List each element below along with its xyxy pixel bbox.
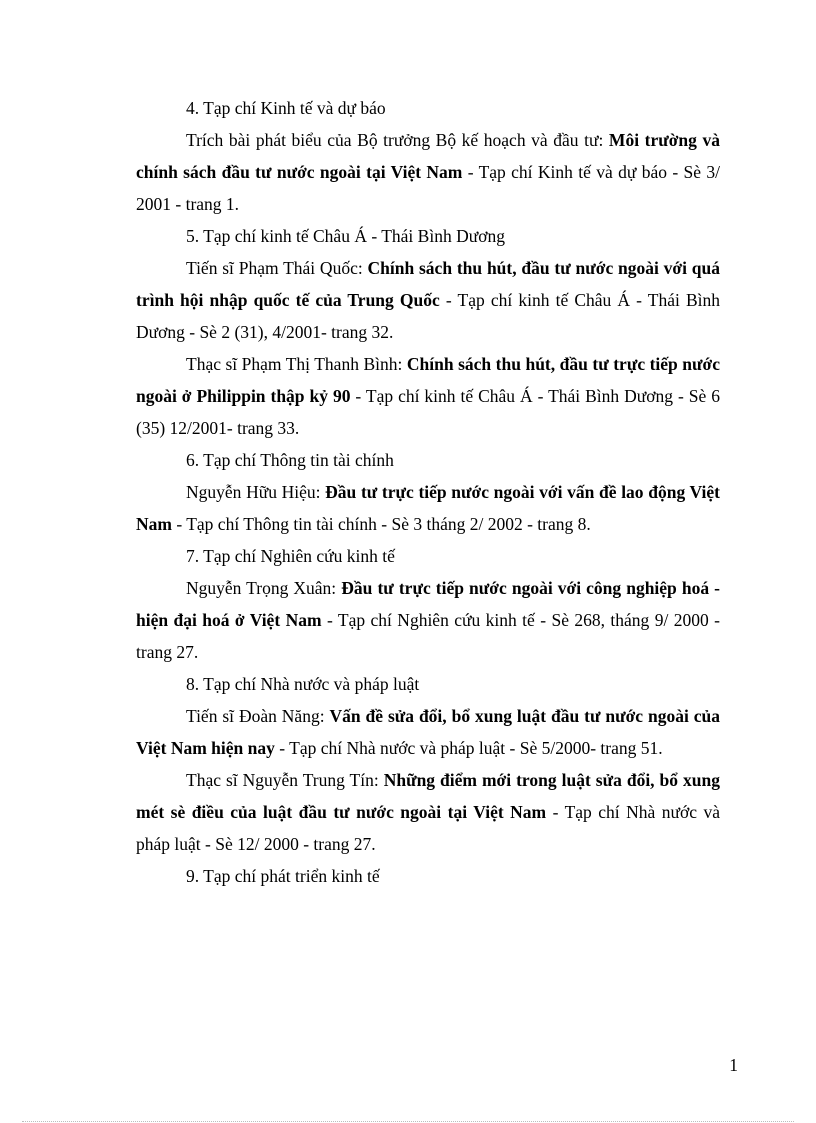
reference-item <box>136 252 720 348</box>
reference-title: Vấn đề sửa đổi, bổ xung luật đầu tư nước ngoài của Việt Nam hiện nay <box>136 706 720 758</box>
reference-source: - Tạp chí Nghiên cứu kinh tế - Sè 268, tháng 9/ 2000 - trang 27. <box>136 610 720 662</box>
reference-item <box>136 476 720 540</box>
reference-item <box>136 572 720 668</box>
reference-item <box>136 700 720 764</box>
reference-author: Nguyễn Trọng Xuân: <box>186 578 342 598</box>
section-heading-9: 9. Tạp chí phát triển kinh tế <box>186 866 380 886</box>
reference-source: - Tạp chí Kinh tế và dự báo - Sè 3/ 2001 - trang 1. <box>136 162 720 214</box>
reference-author: Thạc sĩ Nguyễn Trung Tín: <box>186 770 384 790</box>
page-number: 1 <box>729 1055 738 1075</box>
reference-author: Thạc sĩ Phạm Thị Thanh Bình: <box>186 354 407 374</box>
reference-title: Chính sách thu hút, đầu tư trực tiếp nước ngoài ở Philippin thập kỷ 90 <box>136 354 720 406</box>
reference-title: Đầu tư trực tiếp nước ngoài với công nghiệp hoá - hiện đại hoá ở Việt Nam <box>136 578 720 630</box>
section-heading-6: 6. Tạp chí Thông tin tài chính <box>186 450 394 470</box>
reference-item <box>136 124 720 220</box>
reference-item <box>136 764 720 860</box>
reference-title: Chính sách thu hút, đầu tư nước ngoài với quá trình hội nhập quốc tế của Trung Quốc <box>136 258 720 310</box>
reference-item <box>136 348 720 444</box>
reference-source: - Tạp chí kinh tế Châu Á - Thái Bình Dương - Sè 6 (35) 12/2001- trang 33. <box>136 386 720 438</box>
reference-author: Nguyễn Hữu Hiệu: <box>186 482 326 502</box>
section-heading-5: 5. Tạp chí kinh tế Châu Á - Thái Bình Dương <box>186 226 505 246</box>
reference-title: Môi trường và chính sách đầu tư nước ngoài tại Việt Nam <box>136 130 720 182</box>
reference-source: - Tạp chí Nhà nước và pháp luật - Sè 5/2000- trang 51. <box>274 738 663 758</box>
reference-source: - Tạp chí Nhà nước và pháp luật - Sè 12/ 2000 - trang 27. <box>136 802 721 854</box>
section-heading-8: 8. Tạp chí Nhà nước và pháp luật <box>186 674 420 694</box>
section-heading-7: 7. Tạp chí Nghiên cứu kinh tế <box>186 546 395 566</box>
reference-source: - Tạp chí kinh tế Châu Á - Thái Bình Dương - Sè 2 (31), 4/2001- trang 32. <box>136 290 720 342</box>
reference-title: Đầu tư trực tiếp nước ngoài với vấn đề lao động Việt Nam <box>136 482 720 534</box>
reference-author: Trích bài phát biểu của Bộ trưởng Bộ kế hoạch và đầu tư: <box>186 130 609 150</box>
reference-author: Tiến sĩ Đoàn Năng: <box>186 706 330 726</box>
section-heading-4: 4. Tạp chí Kinh tế và dự báo <box>186 98 386 118</box>
reference-title: Những điểm mới trong luật sửa đổi, bổ xung mét sè điều của luật đầu tư nước ngoài tại Việt Nam <box>136 770 720 822</box>
reference-source: - Tạp chí Thông tin tài chính - Sè 3 tháng 2/ 2002 - trang 8. <box>171 514 591 534</box>
reference-author: Tiến sĩ Phạm Thái Quốc: <box>186 258 368 278</box>
document-body <box>136 92 720 892</box>
page-bottom-divider <box>22 1121 794 1122</box>
